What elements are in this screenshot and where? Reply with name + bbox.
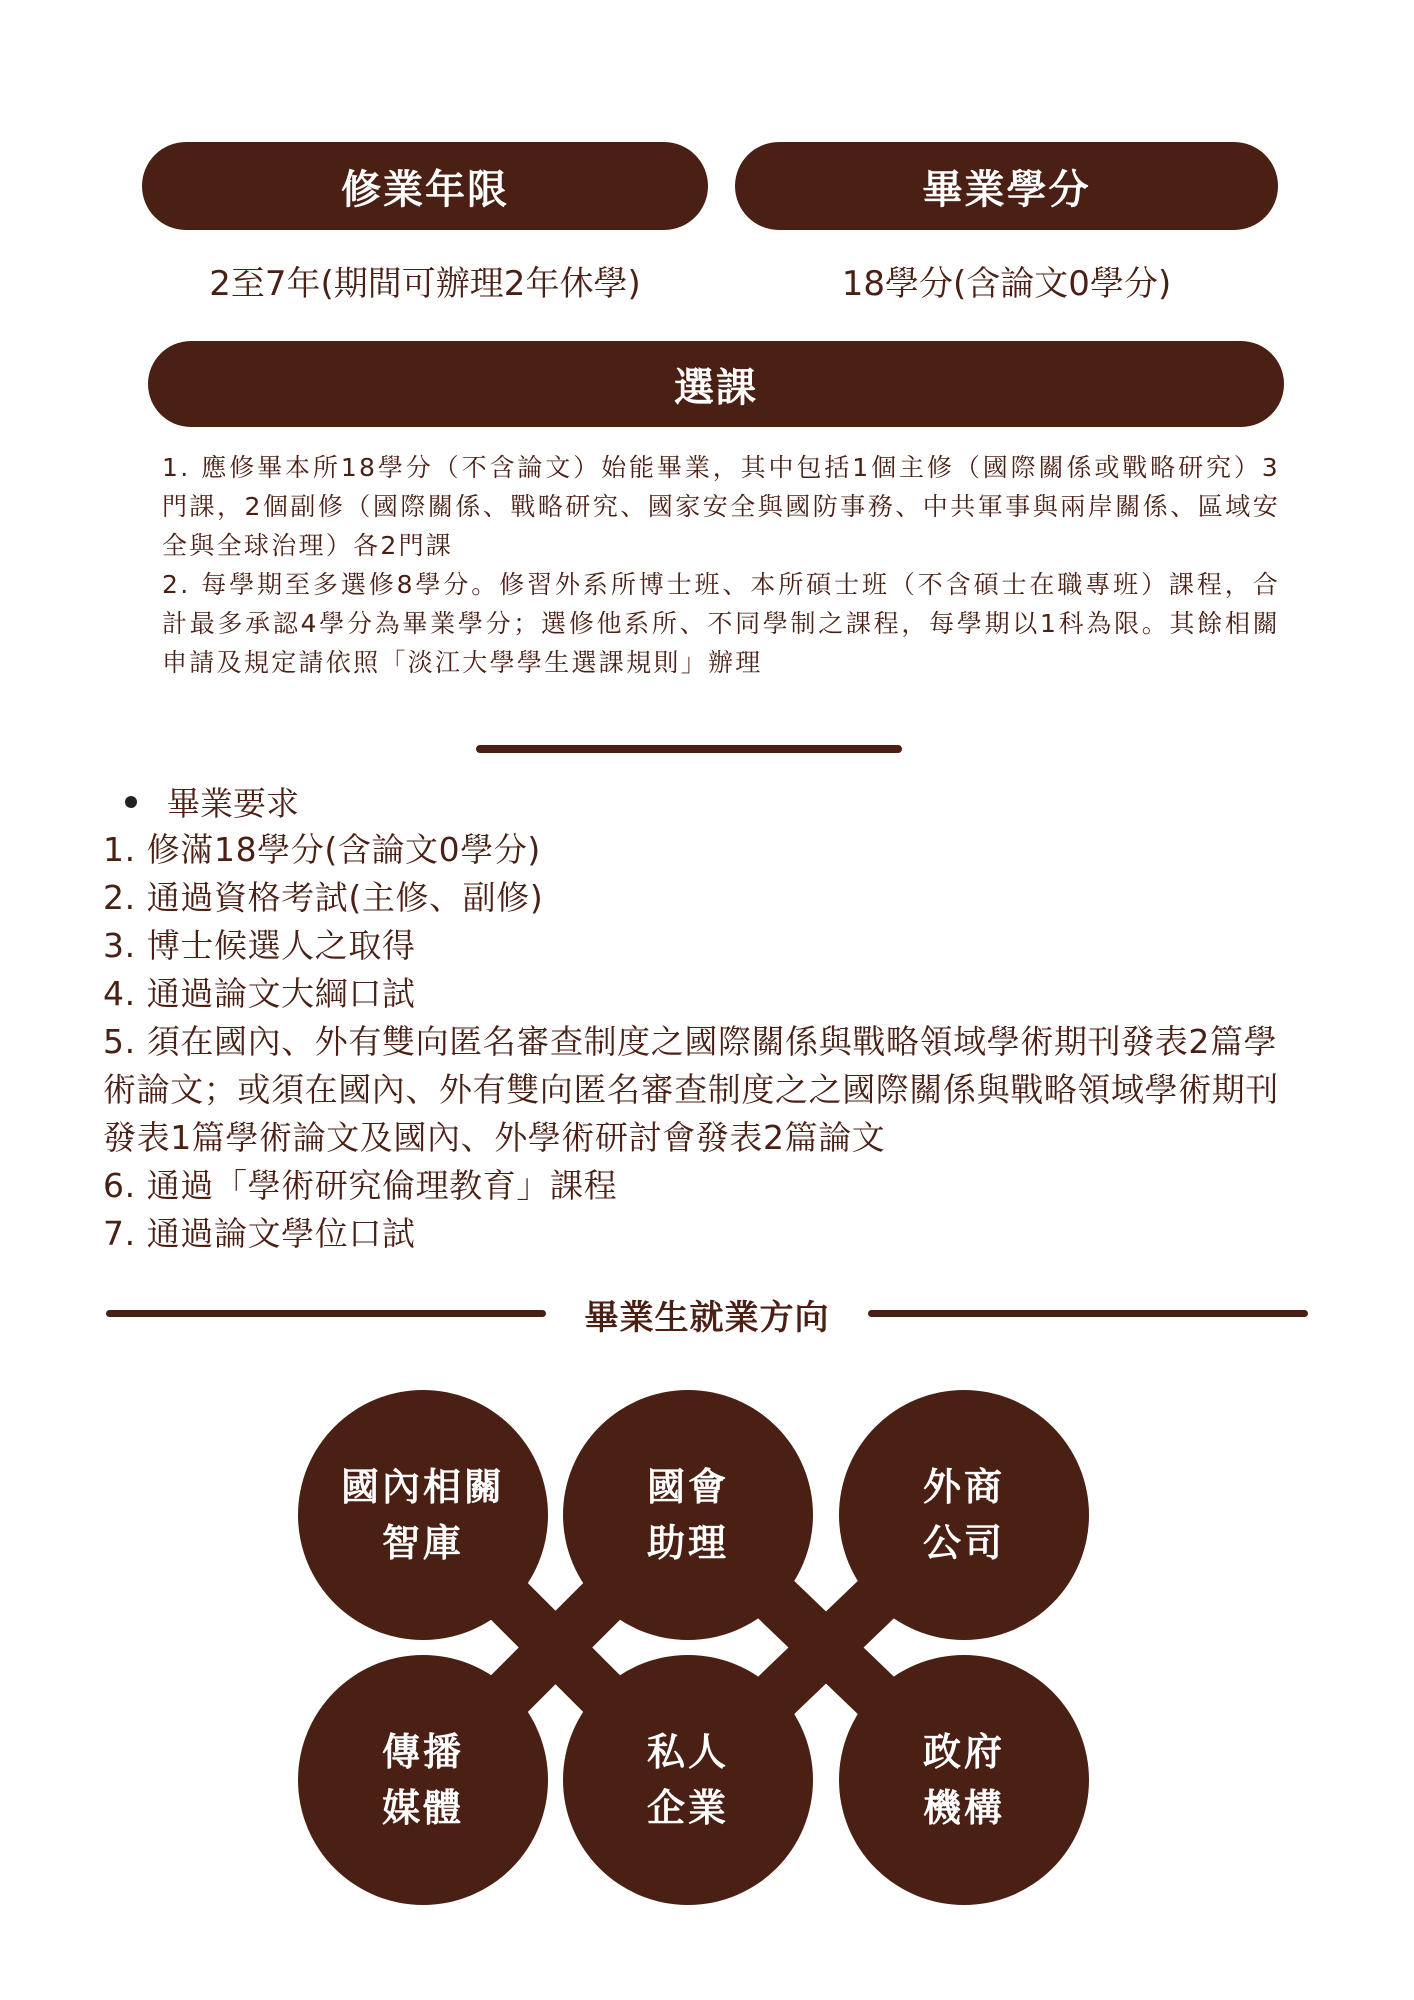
career-bubble-text: 媒體 <box>381 1786 464 1830</box>
credits-label: 畢業學分 <box>735 142 1278 230</box>
career-bubble-private-enterprise <box>563 1655 813 1905</box>
career-bubble-foreign-company <box>839 1390 1089 1640</box>
career-bubble-text: 國內相關 <box>340 1465 505 1509</box>
requirement-item: 6. 通過「學術研究倫理教育」課程 <box>103 1166 618 1205</box>
graduation-requirements-title: 畢業要求 <box>167 784 299 823</box>
career-bubble-government <box>839 1655 1089 1905</box>
credits-value: 18學分(含論文0學分) <box>841 264 1172 304</box>
career-bubble-text: 政府 <box>922 1730 1005 1774</box>
career-bubble-media <box>298 1655 548 1905</box>
career-bubble-text: 外商 <box>922 1465 1005 1509</box>
course-rule: 2. 每學期至多選修8學分。修習外系所博士班、本所碩士班（不含碩士在職專班）課程，合計最多承認4學分為畢業學分；選修他系所、不同學制之課程，每學期以1科為限。其餘相關申請及規定請依照「淡江大學學生選課規則」辦理 <box>162 570 1280 677</box>
requirement-item: 2. 通過資格考試(主修、副修) <box>103 878 544 917</box>
requirement-item: 3. 博士候選人之取得 <box>103 926 416 965</box>
requirement-item: 1. 修滿18學分(含論文0學分) <box>103 830 541 869</box>
career-bubble-text: 助理 <box>646 1521 729 1565</box>
career-bubble-think-tank <box>298 1390 548 1640</box>
requirement-item: 5. 須在國內、外有雙向匿名審查制度之國際關係與戰略領域學術期刊發表2篇學術論文；或須在國內、外有雙向匿名審查制度之之國際關係與戰略領域學術期刊發表1篇學術論文及國內、外學術研討會發表2篇論文 <box>103 1022 1279 1157</box>
career-bubble-text: 國會 <box>646 1465 729 1509</box>
career-bubble-congress-assistant <box>563 1390 813 1640</box>
career-bubble-text: 傳播 <box>381 1730 464 1774</box>
requirement-item: 4. 通過論文大綱口試 <box>103 974 416 1013</box>
course-rule: 1. 應修畢本所18學分（不含論文）始能畢業，其中包括1個主修（國際關係或戰略研究）3門課，2個副修（國際關係、戰略研究、國家安全與國防事務、中共軍事與兩岸關係、區域安全與全球治理）各2門課 <box>162 453 1280 560</box>
career-bubble-text: 機構 <box>922 1786 1005 1830</box>
career-directions-title: 畢業生就業方向 <box>584 1298 830 1338</box>
career-bubble-text: 公司 <box>922 1521 1005 1565</box>
duration-label: 修業年限 <box>142 142 708 230</box>
course-selection-label: 選課 <box>148 341 1284 427</box>
career-bubble-text: 智庫 <box>381 1521 464 1565</box>
duration-value: 2至7年(期間可辦理2年休學) <box>209 264 641 304</box>
requirement-item: 7. 通過論文學位口試 <box>103 1214 416 1253</box>
career-bubble-text: 私人 <box>646 1730 729 1774</box>
career-bubble-text: 企業 <box>646 1786 729 1830</box>
